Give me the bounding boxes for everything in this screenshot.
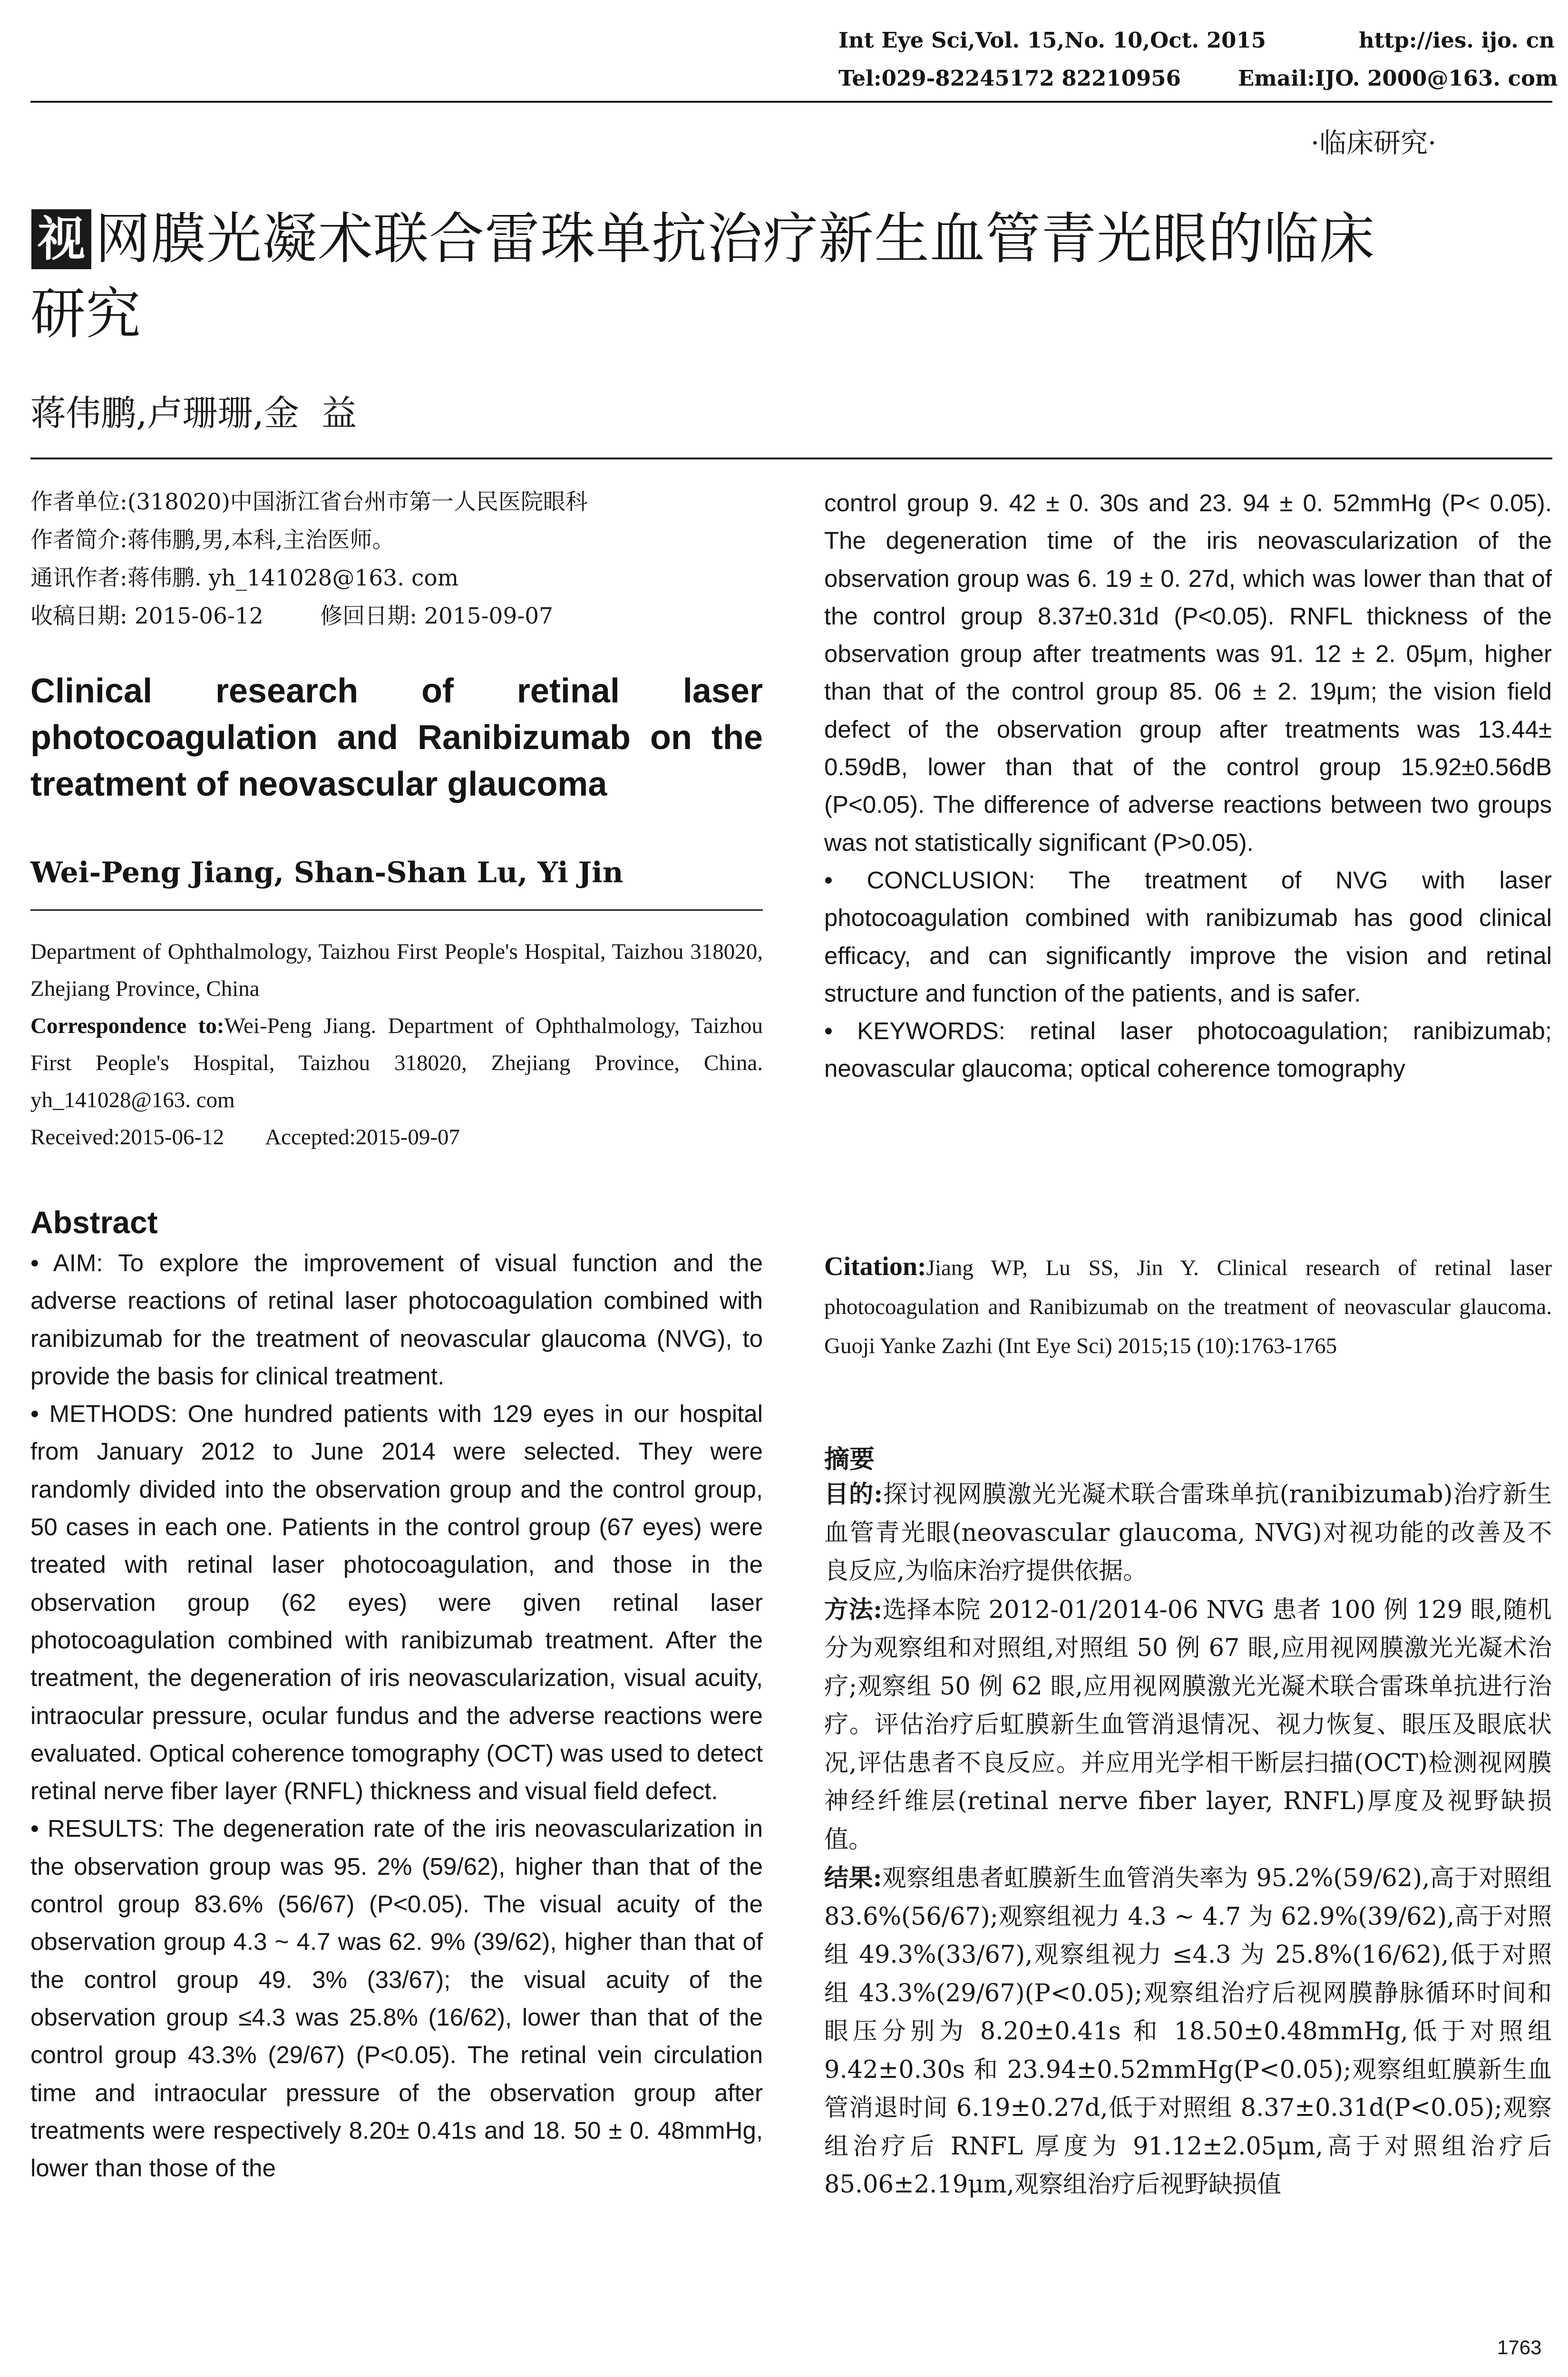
journal-email[interactable]: Email:IJO. 2000@163. com bbox=[1238, 66, 1558, 91]
title-en: Clinical research of retinal laser photocoagulation and Ranibizumab on the treatment of neovascular glaucoma bbox=[30, 672, 763, 803]
abstract-cn-aim bbox=[824, 1475, 1552, 1591]
affiliation-department: Department of Ophthalmology, Taizhou First People's Hospital, Taizhou 318020, Zhejiang Province, China bbox=[30, 939, 763, 1001]
cn-aim-label: 目的: bbox=[824, 1480, 883, 1509]
abstract-heading-cn: 摘要 bbox=[824, 1444, 875, 1474]
info-cn-unit: 作者单位:(318020)中国浙江省台州市第一人民医院眼科 bbox=[30, 489, 588, 515]
title-rule bbox=[30, 458, 1552, 459]
journal-url[interactable]: http://ies. ijo. cn bbox=[1359, 28, 1555, 53]
abstract-results-part1: • RESULTS: The degeneration rate of the iris neovascularization in the observation group was 95. 2% (59/62), higher than that of the control group 83.6% (56/67) (P<0.05). The visual acuity of the observation group 4.3 ~ 4.7 was 62. 9% (39/62), higher than that of the control group 49. 3% (33/67); the visual acuity of the observation group ≤4.3 was 25.8% (16/62), lower than that of the control group 43.3% (29/67) (P<0.05). The retinal vein circulation time and intraocular pressure of the observation group after treatments were respectively 8.20± 0.41s and 18. 50 ± 0. 48mmHg, lower than those of the bbox=[30, 1815, 763, 2182]
citation bbox=[824, 1247, 1552, 1365]
accepted-date: Accepted:2015-09-07 bbox=[265, 1125, 460, 1150]
affiliation-dates bbox=[30, 1119, 763, 1156]
authors-en-rule bbox=[30, 909, 763, 911]
authors-en: Wei-Peng Jiang, Shan-Shan Lu, Yi Jin bbox=[30, 856, 623, 889]
abstract-keywords: • KEYWORDS: retinal laser photocoagulation; ranibizumab; neovascular glaucoma; optical coherence tomography bbox=[824, 1017, 1552, 1082]
journal-tel: Tel:029-82245172 82210956 bbox=[838, 66, 1181, 91]
authors-cn: 蒋伟鹏,卢珊珊,金 益 bbox=[30, 393, 357, 434]
correspondence-text: Wei-Peng Jiang. Department of Ophthalmology, Taizhou First People's Hospital, Taizhou 318020, Zhejiang Province, China. yh_141028@163. com bbox=[30, 1013, 763, 1112]
abstract-heading-en: Abstract bbox=[30, 1205, 158, 1240]
cn-results-text: 观察组患者虹膜新生血管消失率为 95.2%(59/62),高于对照组 83.6%(56/67);观察组视力 4.3 ~ 4.7 为 62.9%(39/62),高于对照组 49.3%(33/67),观察组视力 ≤4.3 为 25.8%(16/62),低于对照组 43.3%(29/67)(P<0.05);观察组治疗后视网膜静脉循环时间和眼压分别为 8.20±0.41s 和 18.50±0.48mmHg,低于对照组 9.42±0.30s 和 23.94±0.52mmHg(P<0.05);观察组虹膜新生血管消退时间 6.19±0.27d,低于对照组 8.37±0.31d(P<0.05);观察组治疗后 RNFL 厚度为 91.12±2.05μm,高于对照组治疗后 85.06±2.19μm,观察组治疗后视野缺损值 bbox=[824, 1864, 1552, 2199]
abstract-conclusion: • CONCLUSION: The treatment of NVG with laser photocoagulation combined with ranibizumab has good clinical efficacy, and can significantly improve the vision and retinal structure and function of the patients, and is safer. bbox=[824, 866, 1552, 1007]
cn-aim-text: 探讨视网膜激光光凝术联合雷珠单抗(ranibizumab)治疗新生血管青光眼(neovascular glaucoma, NVG)对视功能的改善及不良反应,为临床治疗提供依据。 bbox=[824, 1481, 1552, 1585]
abstract-results-part2: control group 9. 42 ± 0. 30s and 23. 94 ± 0. 52mmHg (P< 0.05). The degeneration time of the iris neovascularization of the observation group was 6. 19 ± 0. 27d, which was lower than that of the control group 8.37±0.31d (P<0.05). RNFL thickness of the observation group after treatments was 91. 12 ± 2. 05μm, higher than that of the control group 85. 06 ± 2. 19μm; the vision field defect of the observation group after treatments was 13.44± 0.59dB, lower than that of the control group 15.92±0.56dB (P<0.05). The difference of adverse reactions between two groups was not statistically significant (P>0.05). bbox=[824, 489, 1552, 856]
citation-text: Jiang WP, Lu SS, Jin Y. Clinical research of retinal laser photocoagulation and Ranibizumab on the treatment of neovascular glaucoma. Guoji Yanke Zazhi (Int Eye Sci) 2015;15 (10):1763-1765 bbox=[824, 1256, 1552, 1358]
section-label: ·临床研究· bbox=[1311, 127, 1437, 159]
received-date: Received:2015-06-12 bbox=[30, 1125, 224, 1150]
abstract-aim: • AIM: To explore the improvement of visual function and the adverse reactions of retinal laser photocoagulation combined with ranibizumab for the treatment of neovascular glaucoma (NVG), to provide the basis for clinical treatment. bbox=[30, 1249, 763, 1390]
correspondence-label: Correspondence to: bbox=[30, 1013, 224, 1038]
abstract-cn-methods bbox=[824, 1591, 1552, 1860]
page-number: 1763 bbox=[1497, 2336, 1542, 2358]
abstract-cn-results bbox=[824, 1859, 1552, 2204]
cn-methods-text: 选择本院 2012-01/2014-06 NVG 患者 100 例 129 眼,随机分为观察组和对照组,对照组 50 例 67 眼,应用视网膜激光光凝术治疗;观察组 50 例 62 眼,应用视网膜激光光凝术联合雷珠单抗进行治疗。评估治疗后虹膜新生血管消退情况、视力恢复、眼压及眼底状况,评估患者不良反应。并应用光学相干断层扫描(OCT)检测视网膜神经纤维层(retinal nerve fiber layer, RNFL)厚度及视野缺损值。 bbox=[824, 1596, 1552, 1854]
title-badge: 视 bbox=[31, 209, 91, 269]
info-cn-contact: 通讯作者:蒋伟鹏. yh_141028@163. com bbox=[30, 565, 459, 591]
title-cn-line2: 研究 bbox=[30, 282, 141, 346]
info-cn bbox=[30, 483, 772, 635]
abstract-en-right bbox=[824, 484, 1552, 1088]
abstract-en-left bbox=[30, 1244, 763, 2187]
cn-results-label: 结果: bbox=[824, 1864, 882, 1892]
info-cn-bio: 作者简介:蒋伟鹏,男,本科,主治医师。 bbox=[30, 527, 395, 553]
affiliation-correspondence bbox=[30, 1007, 763, 1119]
cn-methods-label: 方法: bbox=[824, 1595, 882, 1624]
info-cn-dates: 收稿日期: 2015-06-12 修回日期: 2015-09-07 bbox=[30, 603, 554, 629]
title-cn-line1: 网膜光凝术联合雷珠单抗治疗新生血管青光眼的临床 bbox=[95, 207, 1375, 271]
citation-label: Citation: bbox=[824, 1252, 926, 1281]
abstract-cn bbox=[824, 1475, 1552, 2204]
journal-line: Int Eye Sci,Vol. 15,No. 10,Oct. 2015 bbox=[838, 28, 1266, 53]
header-rule bbox=[30, 101, 1552, 103]
abstract-methods: • METHODS: One hundred patients with 129 eyes in our hospital from January 2012 to June 2014 were selected. They were randomly divided into the observation group and the control group, 50 cases in each one. Patients in the control group (67 eyes) were treated with retinal laser photocoagulation, and those in the observation group (62 eyes) were given retinal laser photocoagulation combined with ranibizumab treatment. After the treatment, the degeneration of iris neovascularization, visual acuity, intraocular pressure, ocular fundus and the adverse reactions were evaluated. Optical coherence tomography (OCT) was used to detect retinal nerve fiber layer (RNFL) thickness and visual field defect. bbox=[30, 1400, 763, 1805]
affiliation-en bbox=[30, 933, 763, 1156]
